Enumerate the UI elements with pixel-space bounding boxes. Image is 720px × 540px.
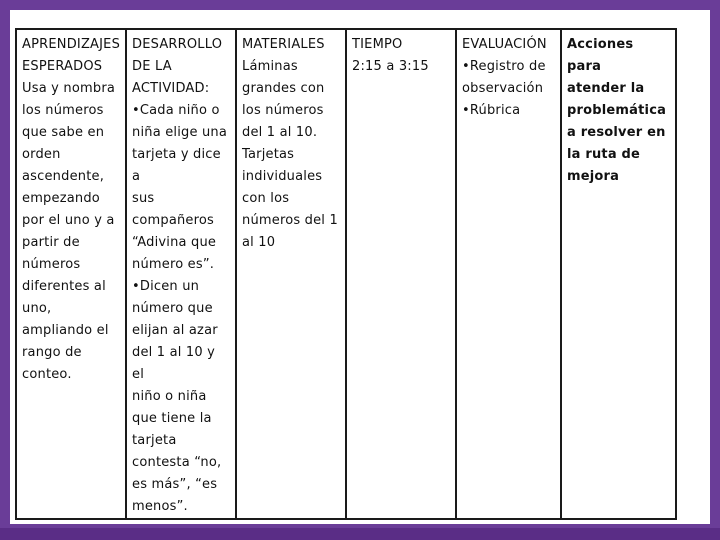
header-materiales: MATERIALES [242, 37, 325, 52]
lesson-plan-table [15, 28, 677, 520]
bottom-strip [0, 528, 720, 540]
header-aprendizajes: APRENDIZAJES ESPERADOS [22, 37, 121, 74]
header-tiempo: TIEMPO [352, 37, 403, 52]
cell-tiempo [346, 29, 456, 519]
body-aprendizajes: Usa y nombra los números que sabe en orden ascendente, empezando por el uno y a partir de números diferentes al uno, ampliando el rango de conteo. [22, 81, 116, 382]
cell-acciones [561, 29, 676, 519]
cell-evaluacion [456, 29, 561, 519]
header-evaluacion: EVALUACIÓN [462, 37, 547, 52]
cell-materiales [236, 29, 346, 519]
body-evaluacion: •Registro de observación •Rúbrica [462, 59, 546, 118]
cell-aprendizajes [16, 29, 126, 519]
cell-desarrollo [126, 29, 236, 519]
body-desarrollo: •Cada niño o niña elige una tarjeta y dice a sus compañeros “Adivina que número es”. •Dicen un número que elijan al azar del 1 al 10 y el niño o niña que tiene la tarjeta contesta “no, es más”, “es menos”. [132, 103, 228, 514]
body-materiales: Láminas grandes con los números del 1 al 10. Tarjetas individuales con los números del 1 al 10 [242, 59, 338, 250]
body-tiempo: 2:15 a 3:15 [352, 59, 429, 74]
table-row [16, 29, 676, 519]
header-desarrollo: DESARROLLO DE LA ACTIVIDAD: [132, 37, 223, 96]
header-acciones: Acciones para atender la problemática a resolver en la ruta de mejora [567, 37, 667, 184]
